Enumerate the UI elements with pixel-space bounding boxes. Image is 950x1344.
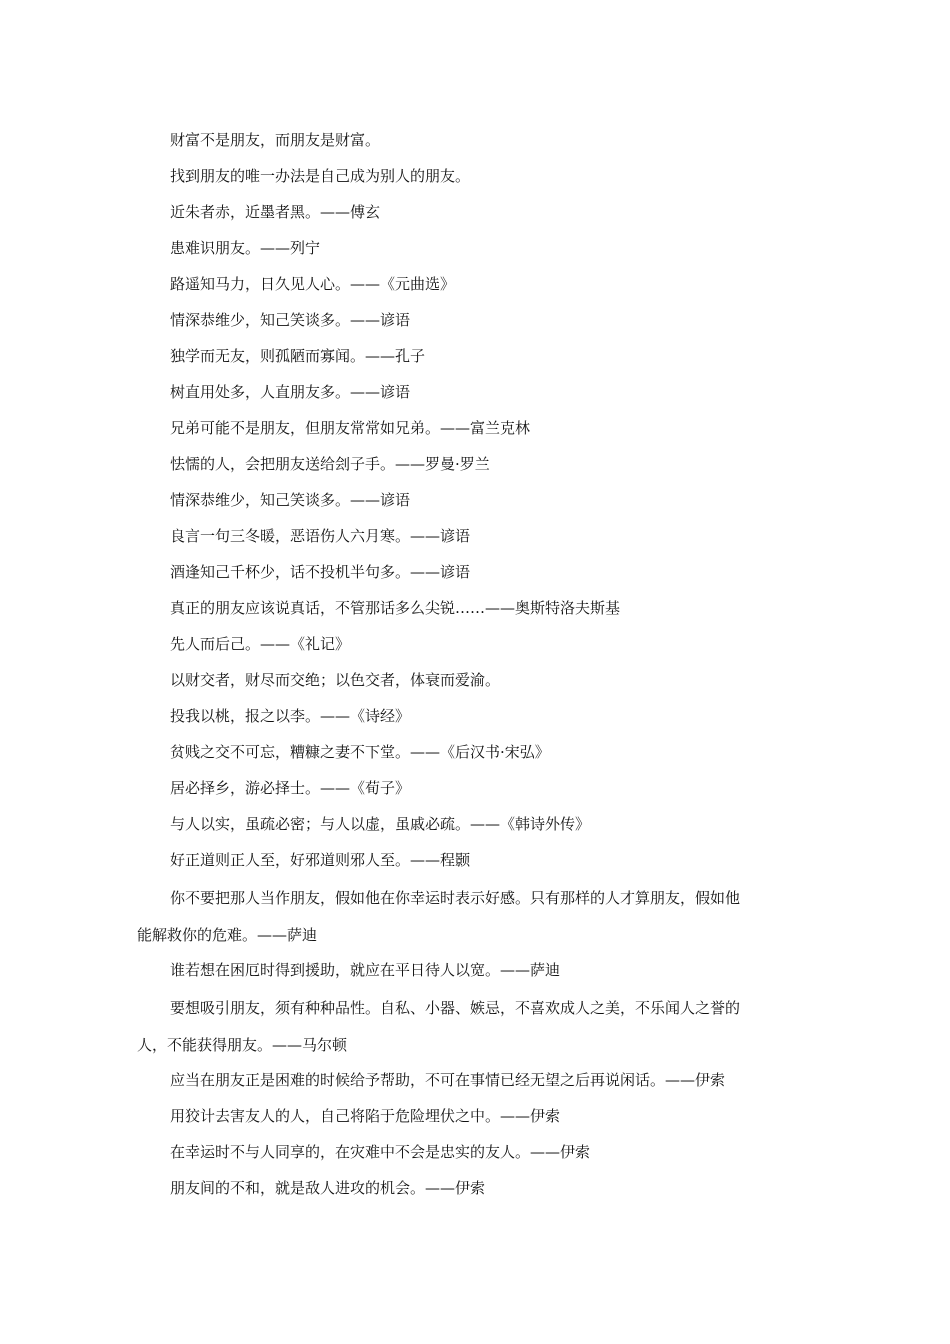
text-line: 以财交者，财尽而交绝；以色交者，体衰而爱渝。 <box>170 671 501 689</box>
text-line: 应当在朋友正是困难的时候给予帮助，不可在事情已经无望之后再说闲话。——伊索 <box>170 1071 726 1089</box>
text-line: 真正的朋友应该说真话，不管那话多么尖锐……——奥斯特洛夫斯基 <box>170 599 621 617</box>
document-body <box>137 122 817 1206</box>
text-line: 独学而无友，则孤陋而寡闻。——孔子 <box>170 347 426 365</box>
text-line: 兄弟可能不是朋友，但朋友常常如兄弟。——富兰克林 <box>170 419 531 437</box>
text-line: 好正道则正人至，好邪道则邪人至。——程颢 <box>170 851 471 869</box>
text-line: 路遥知马力，日久见人心。——《元曲选》 <box>170 275 456 293</box>
text-line: 良言一句三冬暖，恶语伤人六月寒。——谚语 <box>170 527 471 545</box>
text-line: 居必择乡，游必择士。——《荀子》 <box>170 779 411 797</box>
paragraph-marden <box>137 988 817 1062</box>
text-line: 找到朋友的唯一办法是自己成为别人的朋友。 <box>170 167 471 185</box>
paragraph-line-first: 要想吸引朋友，须有种种品性。自私、小器、嫉忌，不喜欢成人之美，不乐闻人之誉的 <box>170 999 741 1017</box>
paragraph-line-continued: 能解救你的危难。——萨迪 <box>137 926 318 944</box>
text-line: 近朱者赤，近墨者黑。——傅玄 <box>170 203 381 221</box>
text-line: 在幸运时不与人同享的，在灾难中不会是忠实的友人。——伊索 <box>170 1143 591 1161</box>
paragraph-line-first: 你不要把那人当作朋友，假如他在你幸运时表示好感。只有那样的人才算朋友，假如他 <box>170 889 741 907</box>
text-line: 树直用处多，人直朋友多。——谚语 <box>170 383 411 401</box>
text-line: 酒逢知己千杯少，话不投机半句多。——谚语 <box>170 563 471 581</box>
text-line: 投我以桃，报之以李。——《诗经》 <box>170 707 411 725</box>
text-line: 财富不是朋友，而朋友是财富。 <box>170 131 381 149</box>
paragraph-sadi <box>137 878 817 952</box>
paragraph-line-continued: 人，不能获得朋友。——马尔顿 <box>137 1036 348 1054</box>
text-line: 情深恭维少，知己笑谈多。——谚语 <box>170 311 411 329</box>
text-line: 先人而后己。——《礼记》 <box>170 635 351 653</box>
text-line: 朋友间的不和，就是敌人进攻的机会。——伊索 <box>170 1179 486 1197</box>
text-line: 与人以实，虽疏必密；与人以虚，虽戚必疏。——《韩诗外传》 <box>170 815 591 833</box>
text-line: 情深恭维少，知己笑谈多。——谚语 <box>170 491 411 509</box>
text-line: 患难识朋友。——列宁 <box>170 239 321 257</box>
text-line: 谁若想在困厄时得到援助，就应在平日待人以宽。——萨迪 <box>170 961 561 979</box>
text-line: 用狡计去害友人的人，自己将陷于危险埋伏之中。——伊索 <box>170 1107 561 1125</box>
text-line: 贫贱之交不可忘，糟糠之妻不下堂。——《后汉书·宋弘》 <box>170 743 550 761</box>
text-line: 怯懦的人，会把朋友送给刽子手。——罗曼·罗兰 <box>170 455 490 473</box>
